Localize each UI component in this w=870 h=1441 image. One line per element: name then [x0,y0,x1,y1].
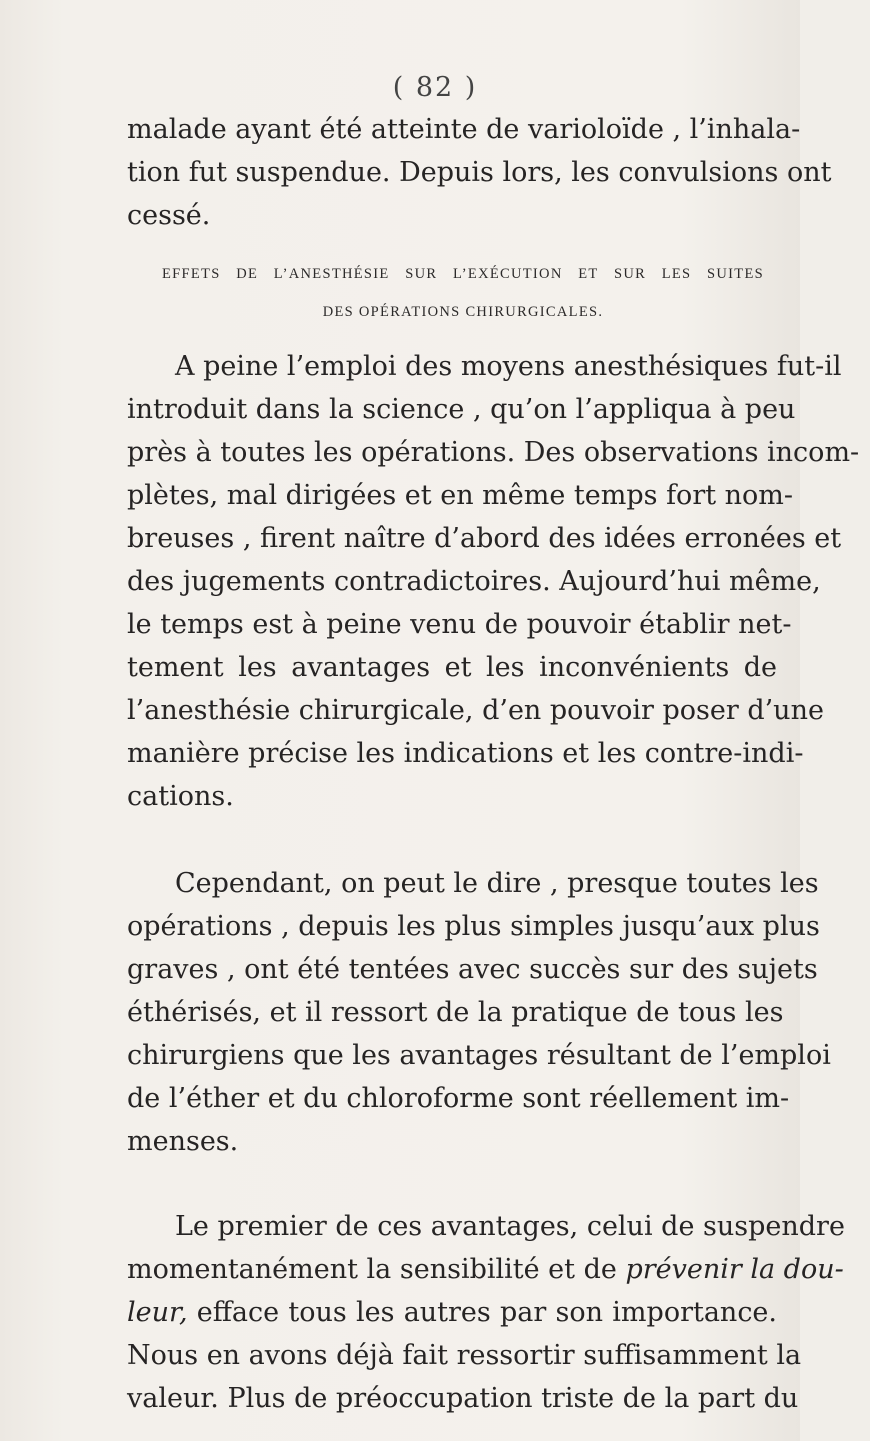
paragraph-4 [127,1205,845,1420]
text-line: menses. [127,1126,239,1157]
text-line: Le premier de ces avantages, celui de suspendre [175,1211,845,1242]
text-line-mixed [127,1291,777,1334]
text-line: chirurgiens que les avantages résultant de l’emploi [127,1040,831,1071]
text-line: graves , ont été tentées avec succès sur des sujets [127,954,818,985]
paragraph-3 [127,862,831,1163]
italic-phrase: prévenir la dou- [625,1254,844,1285]
italic-phrase: leur, [127,1297,188,1328]
text-line: Nous en avons déjà fait ressortir suffisamment la [127,1340,802,1371]
text-segment: efface tous les autres par son importance. [187,1297,777,1328]
text-line: plètes, mal dirigées et en même temps fort nom- [127,480,794,511]
text-line: tement les avantages et les inconvénients de [127,652,777,683]
section-heading-line-2: DES OPÉRATIONS CHIRURGICALES. [322,304,604,320]
text-line: breuses , firent naître d’abord des idées erronées et [127,523,842,554]
text-line: cessé. [127,200,211,231]
text-line: introduit dans la science , qu’on l’appliqua à peu [127,394,796,425]
text-line: le temps est à peine venu de pouvoir établir net- [127,609,792,640]
text-line: des jugements contradictoires. Aujourd’hui même, [127,566,821,597]
paragraph-2 [127,345,860,818]
text-line: de l’éther et du chloroforme sont réellement im- [127,1083,790,1114]
paragraph-1 [127,108,832,237]
text-line: A peine l’emploi des moyens anesthésiques fut-il [175,351,842,382]
text-line: opérations , depuis les plus simples jusqu’aux plus [127,911,820,942]
text-line: éthérisés, et il ressort de la pratique de tous les [127,997,784,1028]
page-number: ( 82 ) [392,72,478,103]
text-line: tion fut suspendue. Depuis lors, les convulsions ont [127,157,832,188]
text-line: valeur. Plus de préoccupation triste de la part du [127,1383,799,1414]
section-heading [162,255,764,331]
text-line-mixed [127,1248,844,1291]
text-line: l’anesthésie chirurgicale, d’en pouvoir poser d’une [127,695,824,726]
text-line: Cependant, on peut le dire , presque toutes les [175,868,819,899]
section-heading-line-1: EFFETS DE L’ANESTHÉSIE SUR L’EXÉCUTION ET SUR LES SUITES [162,266,764,282]
text-line: près à toutes les opérations. Des observations incom- [127,437,860,468]
text-line: malade ayant été atteinte de varioloïde , l’inhala- [127,114,801,145]
text-line: manière précise les indications et les contre-indi- [127,738,804,769]
text-line: cations. [127,781,234,812]
text-segment: momentanément la sensibilité et de [127,1254,626,1285]
